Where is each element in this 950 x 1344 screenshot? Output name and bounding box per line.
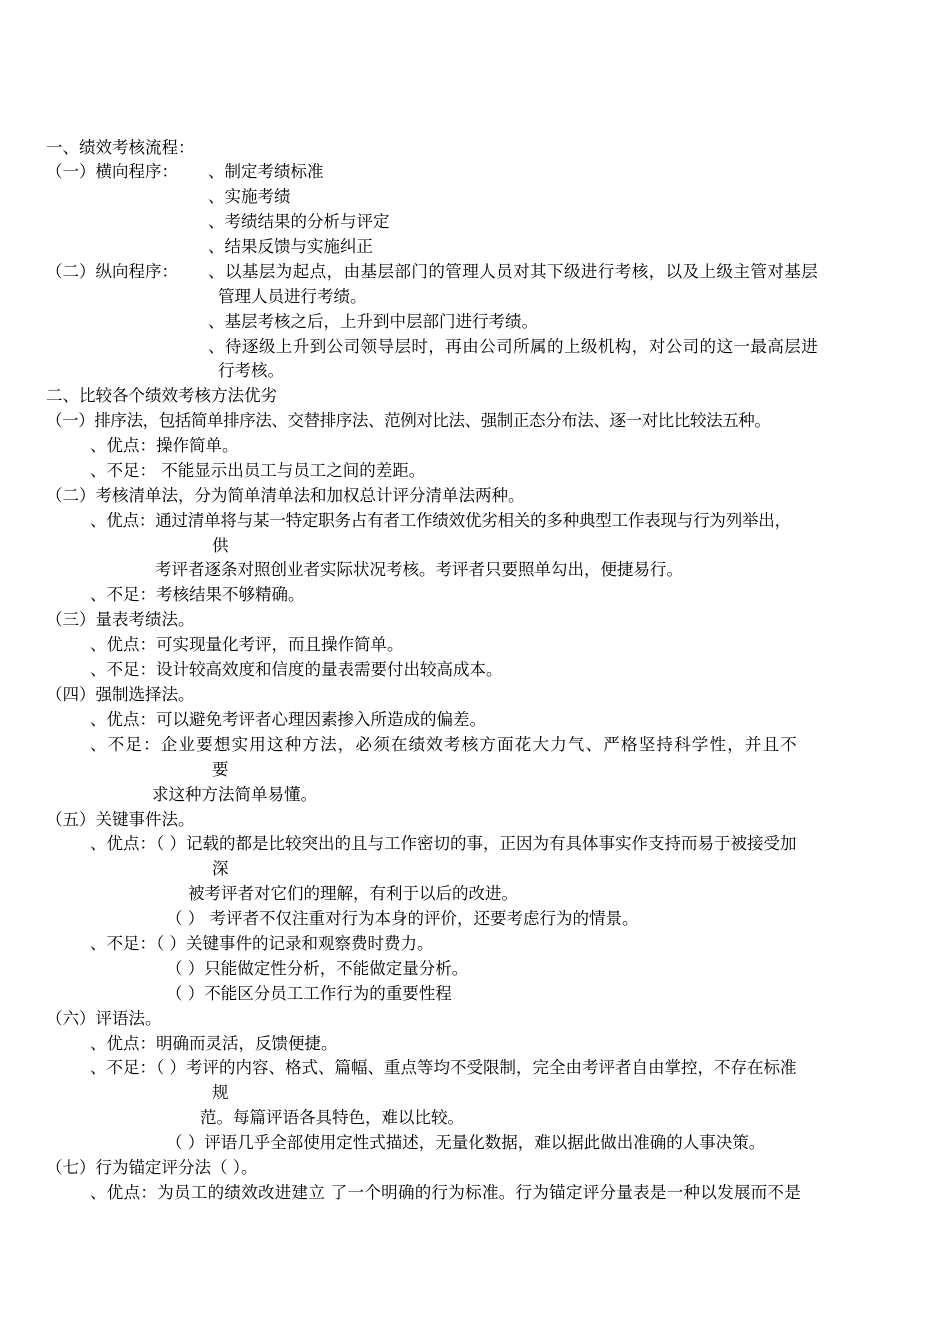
vertical-step-1: 、以基层为起点，由基层部门的管理人员对其下级进行考核，以及上级主管对基层 xyxy=(208,262,819,281)
method-2-pros-continued: 考评者逐条对照创业者实际状况考核。考评者只要照单勾出，便捷易行。 xyxy=(155,560,683,579)
method-5-cons-2: （ ）只能做定性分析，不能做定量分析。 xyxy=(166,959,469,978)
method-7-title: （七）行为锚定评分法（ ）。 xyxy=(46,1158,258,1177)
vertical-step-3-continued: 行考核。 xyxy=(218,361,284,380)
method-1-title: （一）排序法，包括简单排序法、交替排序法、范例对比法、强制正态分布法、逐一对比比较法五种。 xyxy=(46,411,771,430)
method-7-pros: 、优点：为员工的绩效改进建立 了一个明确的行为标准。行为锚定评分量表是一种以发展而不是 xyxy=(90,1183,802,1202)
method-3-title: （三）量表考绩法。 xyxy=(46,610,195,629)
method-5-pros-1-continued: 被考评者对它们的理解，有利于以后的改进。 xyxy=(188,884,518,903)
method-2-cons: 、不足：考核结果不够精确。 xyxy=(90,585,305,604)
horizontal-step-2: 、实施考绩 xyxy=(208,187,291,206)
method-2-pros-wrap: 供 xyxy=(212,536,229,555)
method-2-title: （二）考核清单法，分为简单清单法和加权总计评分清单法两种。 xyxy=(46,486,525,505)
method-3-cons: 、不足：设计较高效度和信度的量表需要付出较高成本。 xyxy=(90,660,503,679)
method-4-cons-wrap: 要 xyxy=(212,760,229,779)
method-4-title: （四）强制选择法。 xyxy=(46,685,195,704)
method-6-cons-1-continued: 范。每篇评语各具特色，难以比较。 xyxy=(200,1108,464,1127)
horizontal-step-3: 、考绩结果的分析与评定 xyxy=(208,212,390,231)
horizontal-step-4: 、结果反馈与实施纠正 xyxy=(208,237,373,256)
vertical-procedure-label: （二）纵向程序： xyxy=(46,262,178,281)
method-5-title: （五）关键事件法。 xyxy=(46,810,195,829)
method-4-pros: 、优点：可以避免考评者心理因素掺入所造成的偏差。 xyxy=(90,710,486,729)
method-6-cons-1: 、不足：（ ）考评的内容、格式、篇幅、重点等均不受限制，完全由考评者自由掌控，不存在标准 xyxy=(90,1058,797,1077)
method-5-pros-1: 、优点：（ ）记载的都是比较突出的且与工作密切的事，正因为有具体事实作支持而易于被接受加 xyxy=(90,834,797,853)
horizontal-step-1: 、制定考绩标准 xyxy=(208,162,324,181)
method-5-pros-1-wrap: 深 xyxy=(212,859,229,878)
method-4-cons-continued: 求这种方法简单易懂。 xyxy=(152,785,317,804)
section-1-title: 一、绩效考核流程： xyxy=(46,138,195,157)
method-4-cons: 、不足：企业要想实用这种方法，必须在绩效考核方面花大力气、严格坚持科学性，并且不 xyxy=(90,735,798,754)
method-6-cons-1-wrap: 规 xyxy=(212,1083,229,1102)
method-5-cons-1: 、不足：（ ）关键事件的记录和观察费时费力。 xyxy=(90,934,434,953)
method-3-pros: 、优点：可实现量化考评，而且操作简单。 xyxy=(90,635,404,654)
method-6-title: （六）评语法。 xyxy=(46,1009,162,1028)
section-2-title: 二、比较各个绩效考核方法优劣 xyxy=(46,386,277,405)
method-5-cons-3: （ ）不能区分员工工作行为的重要性程 xyxy=(166,984,452,1003)
vertical-step-2: 、基层考核之后，上升到中层部门进行考绩。 xyxy=(208,312,538,331)
method-5-pros-2: （ ） 考评者不仅注重对行为本身的评价，还要考虑行为的情景。 xyxy=(166,909,639,928)
method-6-cons-2: （ ）评语几乎全部使用定性式描述，无量化数据，难以据此做出准确的人事决策。 xyxy=(166,1133,766,1152)
horizontal-procedure-label: （一）横向程序： xyxy=(46,162,178,181)
vertical-step-3: 、待逐级上升到公司领导层时，再由公司所属的上级机构，对公司的这一最高层进 xyxy=(208,337,819,356)
method-6-pros: 、优点：明确而灵活，反馈便捷。 xyxy=(90,1034,338,1053)
vertical-step-1-continued: 管理人员进行考绩。 xyxy=(218,287,367,306)
method-1-cons: 、不足： 不能显示出员工与员工之间的差距。 xyxy=(90,461,426,480)
method-2-pros: 、优点：通过清单将与某一特定职务占有者工作绩效优劣相关的多种典型工作表现与行为列举出， xyxy=(90,511,791,530)
method-1-pros: 、优点：操作简单。 xyxy=(90,436,239,455)
